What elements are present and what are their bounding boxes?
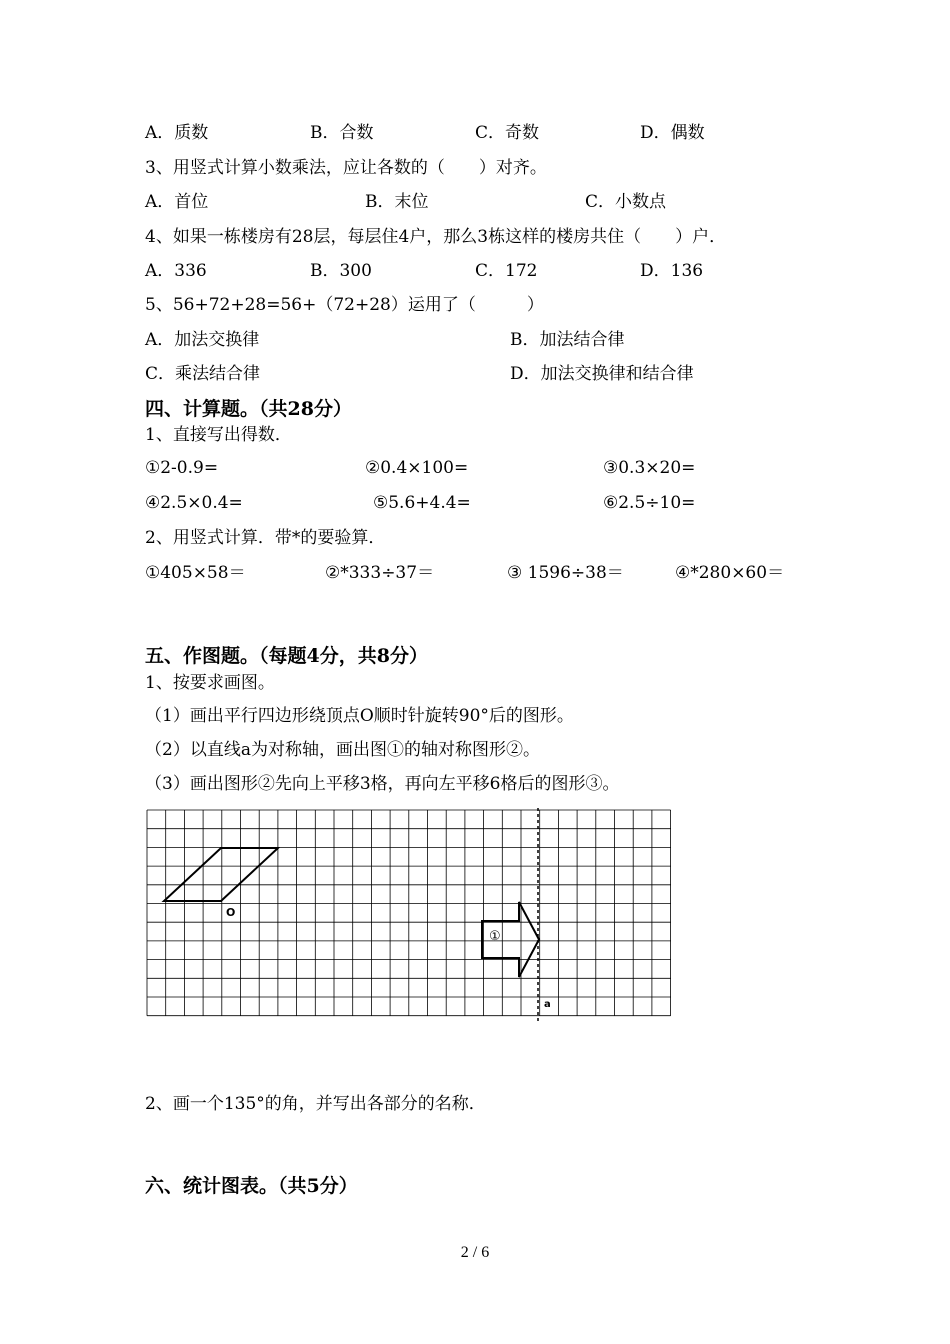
parallelogram-shape [164, 848, 278, 901]
vertical-calc-2: ②*333÷37＝ [325, 563, 435, 583]
axis-a-label: a [544, 999, 551, 1010]
calc-item-3: ③0.3×20= [603, 458, 696, 478]
vertical-calc-1: ①405×58＝ [145, 563, 246, 583]
calc-item-4: ④2.5×0.4= [145, 493, 243, 513]
q2-option-a: A．质数 [145, 123, 209, 143]
q2-option-c: C．奇数 [475, 123, 540, 143]
q2-option-b: B．合数 [310, 123, 374, 143]
q4-option-c: C．172 [475, 261, 538, 281]
q4-option-a: A．336 [145, 261, 207, 281]
q4-option-b: B．300 [310, 261, 372, 281]
vertical-calc-4: ④*280×60＝ [675, 563, 785, 583]
q5-option-a: A．加法交换律 [145, 330, 260, 350]
section5-q1-stem: 1、按要求画图。 [145, 673, 275, 693]
section4-q1-stem: 1、直接写出得数． [145, 425, 292, 445]
section5-q2-stem: 2、画一个135°的角，并写出各部分的名称． [145, 1094, 486, 1114]
q4-stem: 4、如果一栋楼房有28层，每层住4户，那么3栋这样的楼房共住（ ）户． [145, 227, 727, 247]
calc-item-6: ⑥2.5÷10= [603, 493, 696, 513]
vertex-o-label: O [226, 906, 236, 919]
figure-one-label: ① [489, 929, 501, 944]
section5-q1-part2: （2）以直线a为对称轴，画出图①的轴对称图形②。 [145, 740, 540, 760]
section4-q2-stem: 2、用竖式计算．带*的要验算． [145, 528, 386, 548]
calc-item-2: ②0.4×100= [365, 458, 469, 478]
q4-option-d: D．136 [640, 261, 704, 281]
q3-option-a: A．首位 [145, 192, 209, 212]
q3-stem: 3、用竖式计算小数乘法，应让各数的（ ）对齐。 [145, 158, 547, 178]
section5-q1-part3: （3）画出图形②先向上平移3格，再向左平移6格后的图形③。 [145, 774, 620, 794]
section5-title: 五、作图题。（每题4分，共8分） [145, 645, 428, 667]
q5-option-d: D．加法交换律和结合律 [510, 364, 694, 384]
calc-item-5: ⑤5.6+4.4= [373, 493, 471, 513]
q3-option-b: B．末位 [365, 192, 429, 212]
section4-title: 四、计算题。（共28分） [145, 398, 352, 420]
q3-option-c: C．小数点 [585, 192, 667, 212]
q5-option-c: C．乘法结合律 [145, 364, 261, 384]
page-number: 2 / 6 [460, 1244, 490, 1261]
vertical-calc-3: ③ 1596÷38＝ [507, 563, 624, 583]
section5-q1-part1: （1）画出平行四边形绕顶点O顺时针旋转90°后的图形。 [145, 706, 574, 726]
q5-option-b: B．加法结合律 [510, 330, 625, 350]
q2-option-d: D．偶数 [640, 123, 705, 143]
q5-stem: 5、56+72+28=56+（72+28）运用了（ ） [145, 295, 544, 315]
calc-item-1: ①2-0.9= [145, 458, 219, 478]
section6-title: 六、统计图表。（共5分） [145, 1175, 358, 1197]
